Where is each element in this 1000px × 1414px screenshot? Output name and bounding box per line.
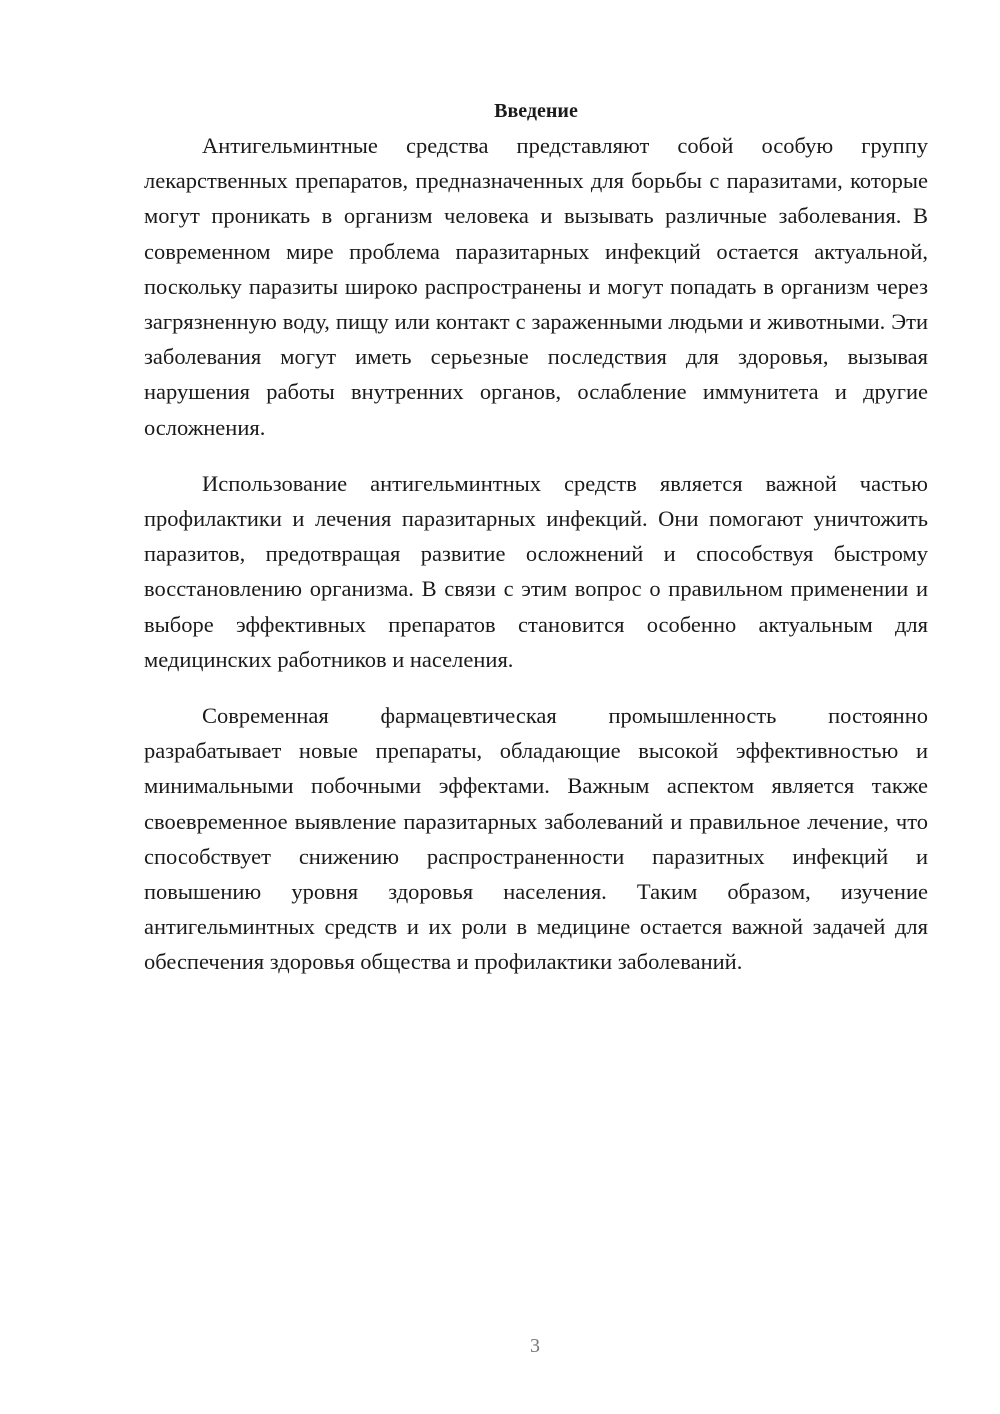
page-content (144, 96, 928, 1001)
paragraph-usage: Использование антигельминтных средств является важной частью профилактики и лечения паразитарных инфекций. Они помогают уничтожить паразитов, предотвращая развитие осложнений и способствуя быстрому восстановлению организма. В связи с этим вопрос о правильном применении и выборе эффективных препаратов становится особенно актуальным для медицинских работников и населения. (144, 470, 928, 672)
page-number: 3 (530, 1335, 540, 1357)
section-heading: Введение (494, 100, 578, 122)
paragraph-intro: Антигельминтные средства представляют собой особую группу лекарственных препаратов, предназначенных для борьбы с паразитами, которые могут проникать в организм человека и вызывать различные заболевания. В современном мире проблема паразитарных инфекций остается актуальной, поскольку паразиты широко распространены и могут попадать в организм через загрязненную воду, пищу или контакт с зараженными людьми и животными. Эти заболевания могут иметь серьезные последствия для здоровья, вызывая нарушения работы внутренних органов, ослабление иммунитета и другие осложнения. (144, 133, 928, 440)
paragraph-industry: Современная фармацевтическая промышленность постоянно разрабатывает новые препараты, обладающие высокой эффективностью и минимальными побочными эффектами. Важным аспектом является также своевременное выявление паразитарных заболеваний и правильное лечение, что способствует снижению распространенности паразитных инфекций и повышению уровня здоровья населения. Таким образом, изучение антигельминтных средств и их роли в медицине остается важной задачей для обеспечения здоровья общества и профилактики заболеваний. (144, 703, 928, 975)
